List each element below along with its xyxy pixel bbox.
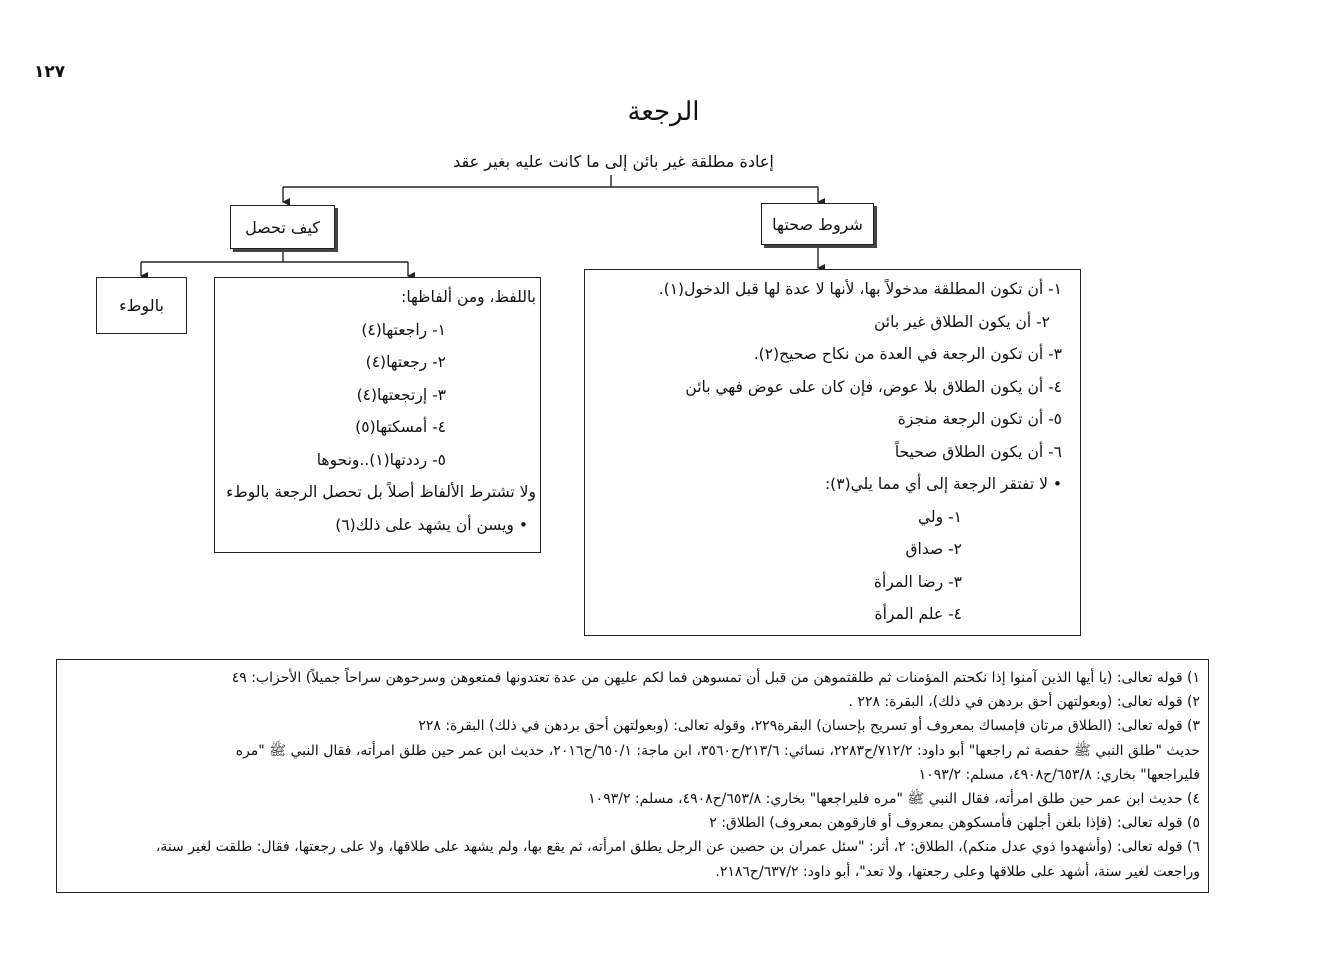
footnote: ٢) قوله تعالى: (وبعولتهن أحق بردهن في ذلك)، البقرة: ٢٢٨ . — [848, 694, 1200, 711]
how-label-box — [230, 205, 335, 249]
condition-item: ٤- أن يكون الطلاق بلا عوض، فإن كان على عوض فهي بائن — [685, 377, 1062, 396]
condition-subitem: ٣- رضا المرأة — [873, 572, 962, 591]
condition-item: • لا تفتقر الرجعة إلى أي مما يلي(٣): — [824, 475, 1062, 493]
condition-item: ٦- أن يكون الطلاق صحيحاً — [894, 442, 1062, 461]
condition-item: ١- أن تكون المطلقة مدخولاً بها، لأنها لا عدة لها قبل الدخول(١). — [658, 280, 1062, 298]
condition-item: ٢- أن يكون الطلاق غير بائن — [873, 312, 1050, 331]
page-title: الرجعة — [627, 97, 700, 127]
word-item: ٥- رددتها(١)..ونحوها — [316, 450, 446, 469]
word-item: ١- راجعتها(٤) — [361, 320, 446, 339]
word-item: ٤- أمسكتها(٥) — [355, 418, 446, 436]
conditions-label: شروط صحتها — [772, 214, 863, 234]
conditions-label-box — [761, 203, 874, 245]
condition-subitem: ٤- علم المرأة — [874, 605, 962, 623]
conditions-box — [584, 269, 1081, 636]
word-item: ٢- رجعتها(٤) — [365, 353, 446, 371]
words-note: ولا تشترط الألفاظ أصلاً بل تحصل الرجعة بالوطء — [226, 483, 536, 501]
intercourse-label: بالوطء — [119, 296, 164, 315]
footnotes-box — [56, 659, 1209, 893]
page-number: ١٢٧ — [34, 62, 66, 82]
footnote: ٣) قوله تعالى: (الطلاق مرتان فإمساك بمعروف أو تسريح بإحسان) البقرة٢٢٩، وقوله تعالى: (وبعولتهن أحق بردهن في ذلك) البقرة: ٢٢٨ — [418, 718, 1200, 735]
words-intro: باللفظ، ومن ألفاظها: — [401, 288, 536, 306]
word-item: ٣- إرتجعتها(٤) — [356, 385, 446, 404]
footnote: ٦) قوله تعالى: (وأشهدوا ذوي عدل منكم)، الطلاق: ٢، أثر: "سئل عمران بن حصين عن الرجل يطلق امرأته، ثم يقع بها، ولم يشهد على طلاقها، ولا على رجعتها، فقال: طلقت لغير سنة، — [155, 839, 1200, 856]
footnote: حديث "طلق النبي ﷺ حفصة ثم راجعها" أبو داود: ٧١٢/٢/ح٢٢٨٣، نسائي: ٢١٣/٦/ح٣٥٦٠، ابن ماجة: ٦٥٠/١/ح٢٠١٦، حديث ابن عمر حين طلق امرأته، فقال النبي ﷺ "مره — [235, 742, 1200, 759]
condition-subitem: ١- ولي — [918, 507, 962, 526]
conditions-list — [659, 280, 1062, 638]
intercourse-box — [96, 277, 187, 334]
footnote: ٥) قوله تعالى: (فإذا بلغن أجلهن فأمسكوهن بمعروف أو فارقوهن بمعروف) الطلاق: ٢ — [709, 815, 1200, 832]
footnote: ٤) حديث ابن عمر حين طلق امرأته، فقال النبي ﷺ "مره فليراجعها" بخاري: ٦٥٣/٨/ح٤٩٠٨، مسلم: ١٠٩٣/٢ — [588, 791, 1200, 808]
words-list — [226, 288, 536, 548]
words-bullet: • ويسن أن يشهد على ذلك(٦) — [335, 515, 528, 534]
footnote: فليراجعها" بخاري: ٦٥٣/٨/ح٤٩٠٨، مسلم: ١٠٩٣/٢ — [918, 766, 1200, 783]
words-box — [214, 277, 541, 553]
footnote: وراجعت لغير سنة، أشهد على طلاقها وعلى رجعتها، ولا تعد"، أبو داود: ٦٣٧/٢/ح٢١٨٦. — [715, 863, 1200, 880]
footnote: ١) قوله تعالى: (يا أيها الذين آمنوا إذا نكحتم المؤمنات ثم طلقتموهن من قبل أن تمسوهن فما لكم عليهن من عدة تعتدونها فمتعوهن وسرحوهن سراحاً جميلاً) الأحزاب: ٤٩ — [231, 670, 1200, 686]
condition-subitem: ٢- صداق — [905, 540, 962, 558]
condition-item: ٥- أن تكون الرجعة منجزة — [897, 410, 1062, 428]
how-label: كيف تحصل — [245, 217, 320, 237]
condition-item: ٣- أن تكون الرجعة في العدة من نكاح صحيح(٢). — [753, 345, 1062, 363]
definition-text: إعادة مطلقة غير بائن إلى ما كانت عليه بغير عقد — [453, 152, 774, 171]
